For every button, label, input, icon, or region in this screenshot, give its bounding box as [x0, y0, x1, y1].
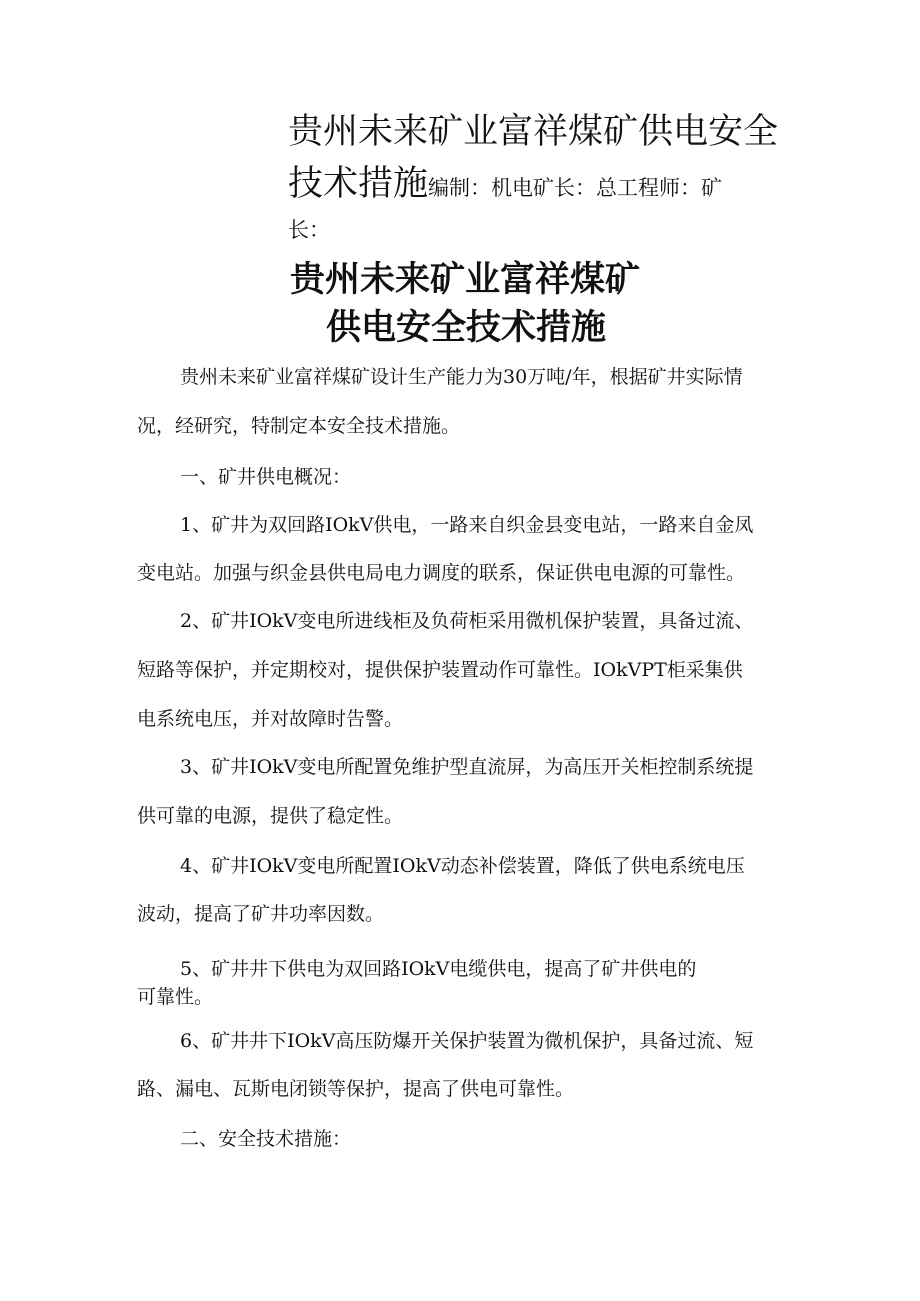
intro-paragraph-line-2: 况，经研究，特制定本安全技术措施。: [137, 415, 461, 437]
document-title-line-2: 供电安全技术措施: [326, 308, 607, 348]
item-4-line-2: 波动，提高了矿井功率因数。: [137, 903, 385, 925]
item-5-line-1: 5、矿井井下供电为双回路IOkV电缆供电，提高了矿井供电的: [180, 958, 697, 980]
item-2-line-2: 短路等保护，并定期校对，提供保护装置动作可靠性。IOkVPT柜采集供: [137, 659, 743, 681]
item-6-line-1: 6、矿井井下IOkV高压防爆开关保护装置为微机保护，具备过流、短: [180, 1030, 754, 1052]
signature-labels-continued: 长：: [288, 218, 330, 242]
document-title-line-1: 贵州未来矿业富祥煤矿: [290, 260, 641, 300]
signature-labels: 编制：机电矿长：总工程师：矿: [428, 176, 723, 200]
item-6-line-2: 路、漏电、瓦斯电闭锁等保护，提高了供电可靠性。: [137, 1078, 575, 1100]
item-4-line-1: 4、矿井IOkV变电所配置IOkV动态补偿装置，降低了供电系统电压: [180, 855, 745, 877]
item-2-line-3: 电系统电压，并对故障时告警。: [137, 708, 404, 730]
intro-paragraph-line-1: 贵州未来矿业富祥煤矿设计生产能力为30万吨/年，根据矿井实际情: [180, 366, 743, 388]
item-1-line-2: 变电站。加强与织金县供电局电力调度的联系，保证供电电源的可靠性。: [137, 562, 746, 584]
cover-title-main: 技术措施: [288, 164, 429, 204]
section-heading-2: 二、安全技术措施：: [180, 1128, 352, 1150]
item-3-line-1: 3、矿井IOkV变电所配置免维护型直流屏，为高压开关柜控制系统提: [180, 756, 754, 778]
section-heading-1: 一、矿井供电概况：: [180, 466, 352, 488]
item-5-line-2: 可靠性。: [137, 986, 214, 1008]
cover-title-line-2: [288, 156, 722, 206]
item-3-line-2: 供可靠的电源，提供了稳定性。: [137, 805, 404, 827]
cover-title-line-1: 贵州未来矿业富祥煤矿供电安全: [288, 112, 779, 152]
item-1-line-1: 1、矿井为双回路IOkV供电，一路来自织金县变电站，一路来自金凤: [180, 514, 754, 536]
item-2-line-1: 2、矿井IOkV变电所进线柜及负荷柜采用微机保护装置，具备过流、: [180, 610, 754, 632]
